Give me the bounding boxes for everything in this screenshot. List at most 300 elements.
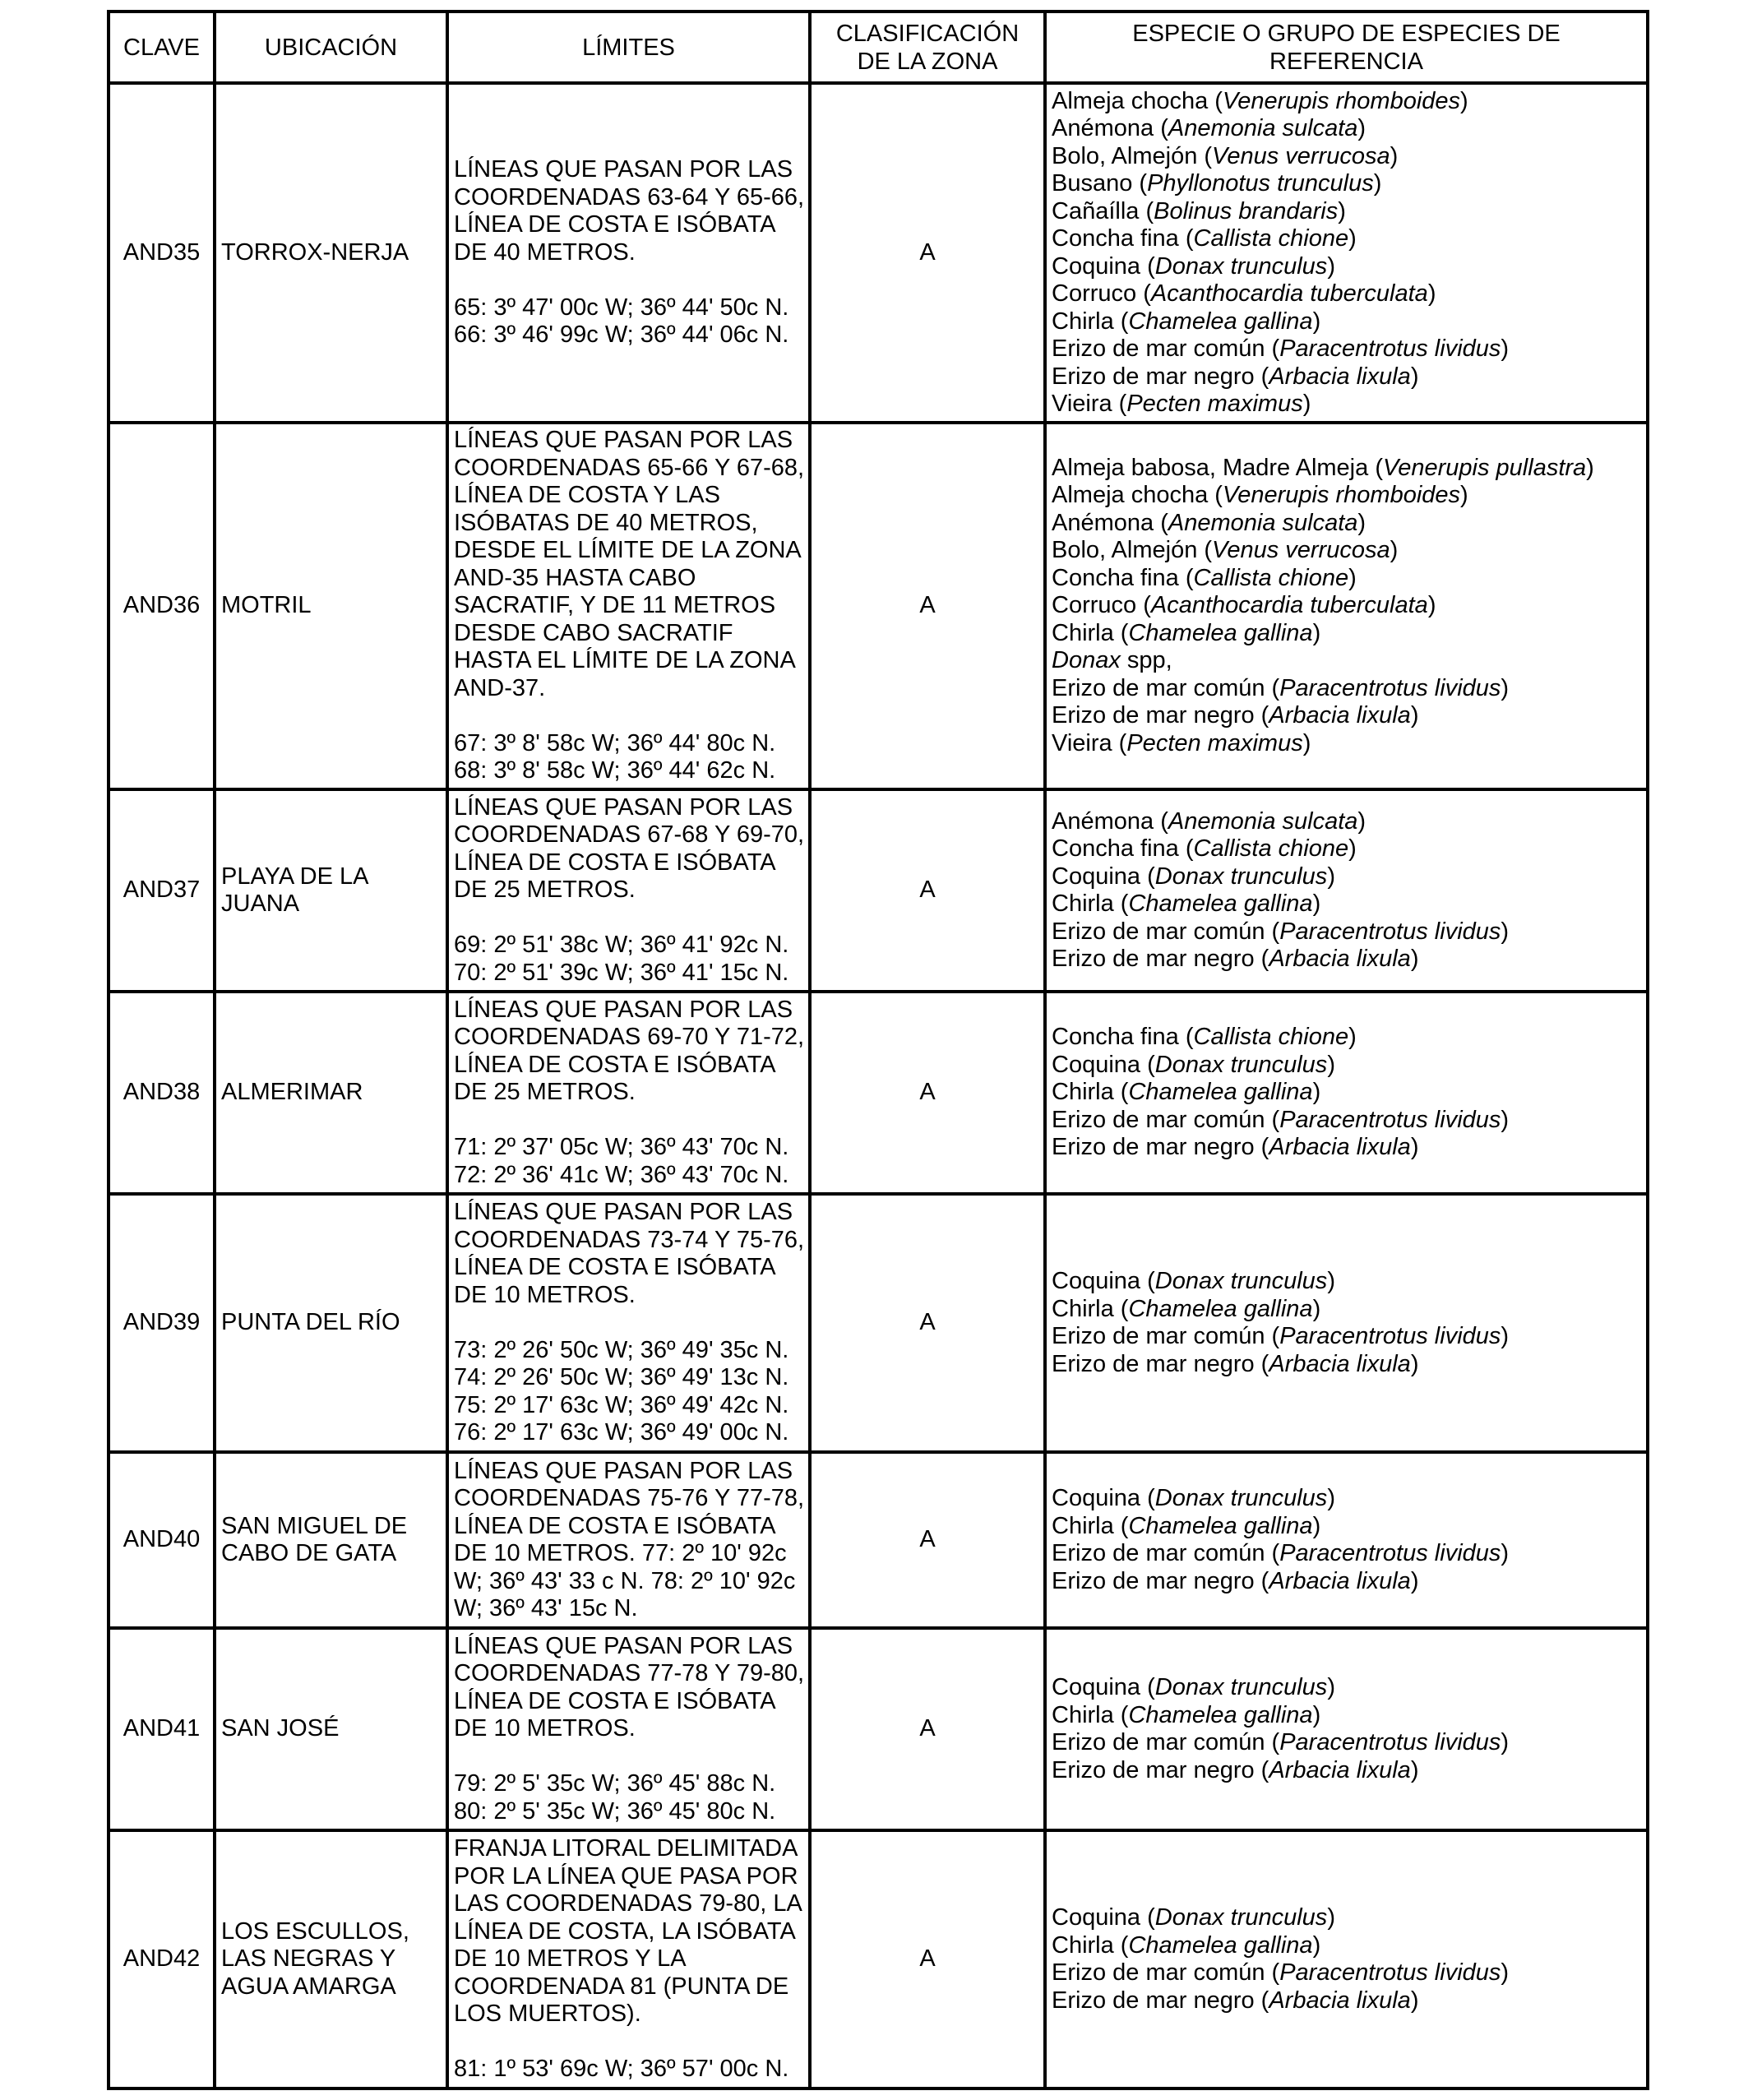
limites-line: W; 36º 43' 33 c N. 78: 2º 10' 92c (454, 1567, 796, 1594)
species-common-name: Concha fina ( (1052, 1024, 1194, 1051)
species-tail: ) (1312, 1512, 1321, 1539)
species-line (1052, 143, 1641, 171)
ubicacion-line: AGUA AMARGA (221, 1973, 396, 2000)
species-line (1052, 918, 1641, 946)
species-latin-name: Arbacia lixula (1269, 1756, 1411, 1783)
species-common-name: Chirla ( (1052, 619, 1129, 646)
species-tail: ) (1327, 863, 1335, 890)
species-common-name: Erizo de mar común ( (1052, 1959, 1280, 1986)
limites-line: COORDENADAS 75-76 Y 77-78, (454, 1485, 805, 1511)
species-latin-name: Donax trunculus (1154, 1051, 1328, 1078)
species-tail: ) (1460, 482, 1468, 509)
limites-line: LÍNEAS QUE PASAN POR LAS (454, 427, 793, 454)
species-common-name: Almeja chocha ( (1052, 482, 1223, 509)
species-common-name: Coquina ( (1052, 252, 1155, 280)
limites-line: COORDENADAS 73-74 Y 75-76, (454, 1226, 805, 1253)
species-common-name: Coquina ( (1052, 1904, 1155, 1931)
species-latin-name: Donax trunculus (1154, 1904, 1328, 1931)
species-line (1052, 702, 1641, 730)
species-common-name: Almeja chocha ( (1052, 87, 1223, 114)
species-line (1052, 620, 1641, 648)
species-line (1052, 1296, 1641, 1324)
clave-cell: AND38 (109, 992, 215, 1194)
species-common-name: Concha fina ( (1052, 225, 1194, 252)
coordinate-line: 65: 3º 47' 00c W; 36º 44' 50c N. (454, 294, 789, 321)
limites-line: DESDE EL LÍMITE DE LA ZONA (454, 537, 802, 564)
species-common-name: Erizo de mar común ( (1052, 1729, 1280, 1755)
species-line (1052, 280, 1641, 308)
species-latin-name: Chamelea gallina (1128, 1295, 1313, 1322)
species-line (1052, 1052, 1641, 1080)
species-common-name: Erizo de mar común ( (1052, 1106, 1280, 1133)
header-clasificacion-line1: CLASIFICACIÓN (835, 20, 1020, 47)
species-line (1052, 565, 1641, 593)
species-latin-name: Arbacia lixula (1269, 1350, 1411, 1377)
header-especie-line1: ESPECIE O GRUPO DE ESPECIES DE (1132, 20, 1561, 47)
species-line (1052, 1024, 1641, 1052)
limites-line: DE 25 METROS. (454, 877, 636, 904)
limites-cell (447, 1830, 810, 2088)
coordinate-line: 67: 3º 8' 58c W; 36º 44' 80c N. (454, 729, 776, 756)
ubicacion-line: LOS ESCULLOS, (221, 1917, 409, 1945)
clasificacion-cell: A (810, 1194, 1045, 1452)
species-line (1052, 308, 1641, 336)
species-tail: ) (1501, 1540, 1510, 1566)
coordinate-line: 66: 3º 46' 99c W; 36º 44' 06c N. (454, 321, 789, 349)
species-latin-name: Pecten maximus (1126, 391, 1303, 417)
species-line (1052, 1568, 1641, 1596)
ubicacion-line: MOTRIL (221, 592, 312, 619)
limites-line: DE 25 METROS. (454, 1079, 636, 1106)
limites-line: LÍNEAS QUE PASAN POR LAS (454, 1632, 793, 1659)
species-tail: ) (1327, 252, 1335, 280)
species-line (1052, 1485, 1641, 1513)
species-tail: ) (1327, 1268, 1335, 1294)
clasificacion-cell: A (810, 83, 1045, 423)
species-common-name: Erizo de mar negro ( (1052, 363, 1269, 390)
coordinate-line: 79: 2º 5' 35c W; 36º 45' 88c N. (454, 1770, 776, 1797)
species-tail: ) (1312, 1701, 1321, 1728)
species-latin-name: Anemonia sulcata (1168, 115, 1358, 141)
species-tail: ) (1348, 564, 1357, 591)
species-common-name: Chirla ( (1052, 1701, 1129, 1728)
species-tail: ) (1427, 280, 1436, 307)
species-latin-name: Callista chione (1193, 564, 1349, 591)
species-common-name: Chirla ( (1052, 308, 1129, 335)
species-latin-name: Chamelea gallina (1128, 1079, 1313, 1106)
species-line (1052, 537, 1641, 565)
limites-spacer (454, 702, 803, 730)
species-line (1052, 455, 1641, 483)
zones-table (107, 10, 1649, 2090)
species-common-name: Coquina ( (1052, 863, 1155, 890)
species-latin-name: Venus verrucosa (1212, 537, 1390, 564)
limites-line: LAS COORDENADAS 79-80, LA (454, 1890, 802, 1917)
species-latin-name: Phyllonotus trunculus (1147, 170, 1374, 197)
species-common-name: Concha fina ( (1052, 835, 1194, 862)
species-line (1052, 225, 1641, 253)
species-latin-name: Arbacia lixula (1269, 1134, 1411, 1161)
species-line (1052, 170, 1641, 198)
ubicacion-cell (215, 1830, 447, 2088)
species-tail: ) (1501, 1323, 1510, 1349)
header-especie-line2: REFERENCIA (1269, 48, 1423, 75)
limites-line: COORDENADAS 77-78 Y 79-80, (454, 1660, 805, 1687)
species-latin-name: Venerupis pullastra (1382, 454, 1587, 481)
species-tail: ) (1327, 1674, 1335, 1700)
limites-line: LÍNEAS QUE PASAN POR LAS (454, 1457, 793, 1484)
table-row (109, 789, 1648, 992)
limites-line: LÍNEA DE COSTA E ISÓBATA (454, 211, 776, 238)
ubicacion-line: LAS NEGRAS Y (221, 1945, 396, 1973)
limites-line: DE 10 METROS Y LA (454, 1945, 687, 1973)
species-line (1052, 592, 1641, 620)
limites-line: COORDENADAS 67-68 Y 69-70, (454, 821, 805, 849)
table-row (109, 1628, 1648, 1830)
coordinate-line: 73: 2º 26' 50c W; 36º 49' 35c N. (454, 1336, 789, 1363)
species-tail: ) (1460, 87, 1468, 114)
ubicacion-cell (215, 423, 447, 789)
header-especie (1045, 12, 1648, 83)
clasificacion-cell: A (810, 789, 1045, 992)
limites-cell (447, 83, 810, 423)
species-tail: ) (1373, 170, 1382, 197)
species-common-name: Erizo de mar negro ( (1052, 1987, 1269, 2014)
ubicacion-cell (215, 992, 447, 1194)
species-tail: ) (1501, 1729, 1510, 1755)
especies-cell (1045, 83, 1648, 423)
species-line (1052, 1351, 1641, 1379)
limites-line: COORDENADA 81 (PUNTA DE (454, 1973, 789, 2000)
species-line (1052, 1540, 1641, 1568)
especies-cell (1045, 992, 1648, 1194)
species-common-name: Almeja babosa, Madre Almeja ( (1052, 454, 1383, 481)
ubicacion-line: SAN MIGUEL DE (221, 1512, 408, 1539)
species-tail: ) (1410, 363, 1419, 390)
species-common-name: Cañaílla ( (1052, 197, 1154, 224)
species-line (1052, 835, 1641, 863)
species-line (1052, 253, 1641, 281)
species-latin-name: Arbacia lixula (1269, 702, 1411, 729)
species-latin-name: Venerupis rhomboides (1222, 87, 1461, 114)
species-line (1052, 1674, 1641, 1702)
species-common-name: Chirla ( (1052, 1295, 1129, 1322)
limites-line: COORDENADAS 65-66 Y 67-68, (454, 454, 805, 481)
table-row (109, 992, 1648, 1194)
species-latin-name: Chamelea gallina (1128, 890, 1313, 917)
coordinate-line: 80: 2º 5' 35c W; 36º 45' 80c N. (454, 1797, 776, 1825)
species-line (1052, 335, 1641, 363)
species-common-name: Anémona ( (1052, 807, 1168, 835)
species-common-name: Erizo de mar común ( (1052, 918, 1280, 945)
species-common-name: Erizo de mar negro ( (1052, 1756, 1269, 1783)
species-common-name: Erizo de mar negro ( (1052, 1567, 1269, 1594)
species-common-name: Corruco ( (1052, 280, 1151, 307)
species-tail: ) (1348, 1024, 1357, 1051)
header-row (109, 12, 1648, 83)
clave-cell: AND36 (109, 423, 215, 789)
species-common-name: Coquina ( (1052, 1268, 1155, 1294)
species-latin-name: Chamelea gallina (1128, 619, 1313, 646)
limites-line: LÍNEAS QUE PASAN POR LAS (454, 793, 793, 821)
especies-cell (1045, 1628, 1648, 1830)
header-clasificacion (810, 12, 1045, 83)
limites-line: LÍNEA DE COSTA E ISÓBATA (454, 1687, 776, 1714)
species-line (1052, 1134, 1641, 1162)
limites-line: AND-35 HASTA CABO (454, 564, 696, 591)
species-tail: ) (1327, 1051, 1335, 1078)
especies-cell (1045, 423, 1648, 789)
species-line (1052, 1757, 1641, 1785)
species-tail: ) (1390, 537, 1399, 564)
species-tail: ) (1312, 619, 1321, 646)
species-latin-name: Acanthocardia tuberculata (1150, 280, 1428, 307)
species-common-name: Corruco ( (1052, 592, 1151, 619)
coordinate-line: 69: 2º 51' 38c W; 36º 41' 92c N. (454, 932, 789, 959)
clave-cell: AND41 (109, 1628, 215, 1830)
species-common-name: Anémona ( (1052, 509, 1168, 536)
species-latin-name: Paracentrotus lividus (1279, 1323, 1501, 1349)
species-tail: ) (1357, 115, 1366, 141)
species-tail: ) (1312, 1079, 1321, 1106)
species-common-name: Erizo de mar común ( (1052, 1323, 1280, 1349)
header-ubicacion: UBICACIÓN (215, 12, 447, 83)
species-latin-name: Donax trunculus (1154, 1485, 1328, 1511)
species-line (1052, 1959, 1641, 1987)
species-line (1052, 1987, 1641, 2015)
ubicacion-cell (215, 1452, 447, 1628)
species-tail: ) (1357, 807, 1366, 835)
species-tail: ) (1410, 1134, 1419, 1161)
species-line (1052, 1268, 1641, 1296)
species-tail: ) (1390, 142, 1399, 169)
species-tail: ) (1410, 1756, 1419, 1783)
ubicacion-line: JUANA (221, 890, 300, 917)
species-line (1052, 198, 1641, 226)
species-line (1052, 647, 1641, 675)
species-tail: ) (1312, 890, 1321, 917)
limites-line: W; 36º 43' 15c N. (454, 1595, 638, 1621)
species-tail: ) (1501, 918, 1510, 945)
ubicacion-cell (215, 789, 447, 992)
species-common-name: Coquina ( (1052, 1674, 1155, 1700)
table-row (109, 1830, 1648, 2088)
species-latin-name: Donax trunculus (1154, 1268, 1328, 1294)
table-row (109, 1194, 1648, 1452)
limites-cell (447, 1628, 810, 1830)
species-line (1052, 808, 1641, 836)
species-common-name: Chirla ( (1052, 890, 1129, 917)
species-tail: ) (1501, 335, 1510, 362)
species-line (1052, 1729, 1641, 1757)
table-row (109, 1452, 1648, 1628)
limites-spacer (454, 1309, 803, 1337)
limites-line: COORDENADAS 69-70 Y 71-72, (454, 1024, 805, 1051)
ubicacion-line: CABO DE GATA (221, 1540, 397, 1566)
species-common-name: Chirla ( (1052, 1079, 1129, 1106)
clasificacion-cell: A (810, 992, 1045, 1194)
species-latin-name: Donax trunculus (1154, 1674, 1328, 1700)
limites-cell (447, 1194, 810, 1452)
limites-line: LÍNEAS QUE PASAN POR LAS (454, 1199, 793, 1226)
clasificacion-cell: A (810, 1452, 1045, 1628)
limites-line: LÍNEA DE COSTA E ISÓBATA (454, 1512, 776, 1539)
limites-line: LÍNEA DE COSTA, LA ISÓBATA (454, 1917, 796, 1945)
species-latin-name: Chamelea gallina (1128, 1512, 1313, 1539)
species-common-name: Coquina ( (1052, 1485, 1155, 1511)
species-tail: spp, (1120, 647, 1172, 674)
species-common-name: Vieira ( (1052, 729, 1127, 756)
limites-line: AND-37. (454, 674, 546, 701)
coordinate-line: 74: 2º 26' 50c W; 36º 49' 13c N. (454, 1364, 789, 1391)
species-latin-name: Donax trunculus (1154, 252, 1328, 280)
species-line (1052, 115, 1641, 143)
clave-cell: AND42 (109, 1830, 215, 2088)
limites-line: DE 10 METROS. (454, 1281, 636, 1308)
limites-line: LÍNEA DE COSTA E ISÓBATA (454, 849, 776, 876)
species-tail: ) (1501, 1106, 1510, 1133)
clasificacion-cell: A (810, 1628, 1045, 1830)
species-common-name: Anémona ( (1052, 115, 1168, 141)
clave-cell: AND40 (109, 1452, 215, 1628)
limites-line: SACRATIF, Y DE 11 METROS (454, 592, 776, 619)
species-tail: ) (1312, 1295, 1321, 1322)
limites-spacer (454, 1743, 803, 1771)
species-common-name: Coquina ( (1052, 1051, 1155, 1078)
species-common-name: Erizo de mar negro ( (1052, 1350, 1269, 1377)
limites-line: ISÓBATAS DE 40 METROS, (454, 509, 758, 536)
species-common-name: Busano ( (1052, 170, 1148, 197)
especies-cell (1045, 1452, 1648, 1628)
species-line (1052, 1702, 1641, 1730)
limites-cell (447, 992, 810, 1194)
coordinate-line: 72: 2º 36' 41c W; 36º 43' 70c N. (454, 1161, 789, 1188)
ubicacion-cell (215, 1628, 447, 1830)
header-clasificacion-line2: DE LA ZONA (857, 48, 998, 75)
table-row (109, 423, 1648, 789)
limites-line: COORDENADAS 63-64 Y 65-66, (454, 183, 805, 210)
species-tail: ) (1410, 1567, 1419, 1594)
limites-line: LÍNEA DE COSTA E ISÓBATA (454, 1254, 776, 1281)
header-clave: CLAVE (109, 12, 215, 83)
species-common-name: Concha fina ( (1052, 564, 1194, 591)
limites-spacer (454, 2028, 803, 2056)
species-latin-name: Paracentrotus lividus (1279, 1959, 1501, 1986)
coordinate-line: 70: 2º 51' 39c W; 36º 41' 15c N. (454, 959, 789, 986)
species-line (1052, 1107, 1641, 1135)
species-line (1052, 1932, 1641, 1960)
species-latin-name: Paracentrotus lividus (1279, 1729, 1501, 1755)
especies-cell (1045, 1194, 1648, 1452)
species-common-name: Erizo de mar común ( (1052, 335, 1280, 362)
species-line (1052, 482, 1641, 510)
ubicacion-cell (215, 83, 447, 423)
species-line (1052, 88, 1641, 116)
species-tail: ) (1410, 946, 1419, 972)
limites-line: HASTA EL LÍMITE DE LA ZONA (454, 647, 796, 674)
species-tail: ) (1410, 1350, 1419, 1377)
species-tail: ) (1312, 308, 1321, 335)
limites-line: DE 10 METROS. (454, 1715, 636, 1742)
species-common-name: Chirla ( (1052, 1512, 1129, 1539)
ubicacion-cell (215, 1194, 447, 1452)
species-latin-name: Callista chione (1193, 1024, 1349, 1051)
especies-cell (1045, 789, 1648, 992)
limites-cell (447, 789, 810, 992)
species-latin-name: Venus verrucosa (1212, 142, 1390, 169)
ubicacion-line: SAN JOSÉ (221, 1715, 340, 1742)
species-latin-name: Donax trunculus (1154, 863, 1328, 890)
limites-cell (447, 1452, 810, 1628)
species-latin-name: Paracentrotus lividus (1279, 1540, 1501, 1566)
species-common-name: Erizo de mar negro ( (1052, 1134, 1269, 1161)
species-line (1052, 1323, 1641, 1351)
species-tail: ) (1327, 1485, 1335, 1511)
species-latin-name: Arbacia lixula (1269, 946, 1411, 972)
species-latin-name: Chamelea gallina (1128, 308, 1313, 335)
species-tail: ) (1312, 1931, 1321, 1959)
species-latin-name: Arbacia lixula (1269, 1567, 1411, 1594)
limites-spacer (454, 904, 803, 932)
limites-cell (447, 423, 810, 789)
limites-line: FRANJA LITORAL DELIMITADA (454, 1835, 798, 1862)
species-latin-name: Anemonia sulcata (1168, 807, 1358, 835)
species-latin-name: Paracentrotus lividus (1279, 674, 1501, 701)
limites-line: LÍNEA DE COSTA Y LAS (454, 482, 720, 509)
species-latin-name: Callista chione (1193, 835, 1349, 862)
species-line (1052, 1904, 1641, 1932)
limites-line: DE 40 METROS. (454, 238, 636, 266)
limites-line: LÍNEAS QUE PASAN POR LAS (454, 996, 793, 1023)
limites-spacer (454, 266, 803, 294)
coordinate-line: 76: 2º 17' 63c W; 36º 49' 00c N. (454, 1419, 789, 1446)
species-tail: ) (1501, 674, 1510, 701)
species-latin-name: Venerupis rhomboides (1222, 482, 1461, 509)
species-latin-name: Chamelea gallina (1128, 1931, 1313, 1959)
species-tail: ) (1302, 391, 1311, 417)
ubicacion-line: ALMERIMAR (221, 1079, 363, 1106)
clasificacion-cell: A (810, 423, 1045, 789)
clave-cell: AND37 (109, 789, 215, 992)
species-latin-name: Chamelea gallina (1128, 1701, 1313, 1728)
species-tail: ) (1302, 729, 1311, 756)
coordinate-line: 75: 2º 17' 63c W; 36º 49' 42c N. (454, 1391, 789, 1418)
species-latin-name: Donax (1052, 647, 1121, 674)
species-latin-name: Anemonia sulcata (1168, 509, 1358, 536)
species-tail: ) (1327, 1904, 1335, 1931)
species-line (1052, 863, 1641, 891)
species-tail: ) (1427, 592, 1436, 619)
table-row (109, 83, 1648, 423)
species-tail: ) (1501, 1959, 1510, 1986)
coordinate-line: 68: 3º 8' 58c W; 36º 44' 62c N. (454, 757, 776, 784)
species-line (1052, 363, 1641, 391)
species-tail: ) (1410, 702, 1419, 729)
species-latin-name: Bolinus brandaris (1154, 197, 1339, 224)
limites-line: POR LA LÍNEA QUE PASA POR (454, 1862, 798, 1890)
species-latin-name: Paracentrotus lividus (1279, 918, 1501, 945)
species-common-name: Bolo, Almejón ( (1052, 537, 1213, 564)
limites-line: DE 10 METROS. 77: 2º 10' 92c (454, 1540, 787, 1566)
species-line (1052, 510, 1641, 538)
species-latin-name: Arbacia lixula (1269, 1987, 1411, 2014)
species-line (1052, 391, 1641, 419)
species-line (1052, 890, 1641, 918)
ubicacion-line: PUNTA DEL RÍO (221, 1309, 400, 1336)
header-limites: LÍMITES (447, 12, 810, 83)
species-latin-name: Arbacia lixula (1269, 363, 1411, 390)
species-latin-name: Paracentrotus lividus (1279, 1106, 1501, 1133)
